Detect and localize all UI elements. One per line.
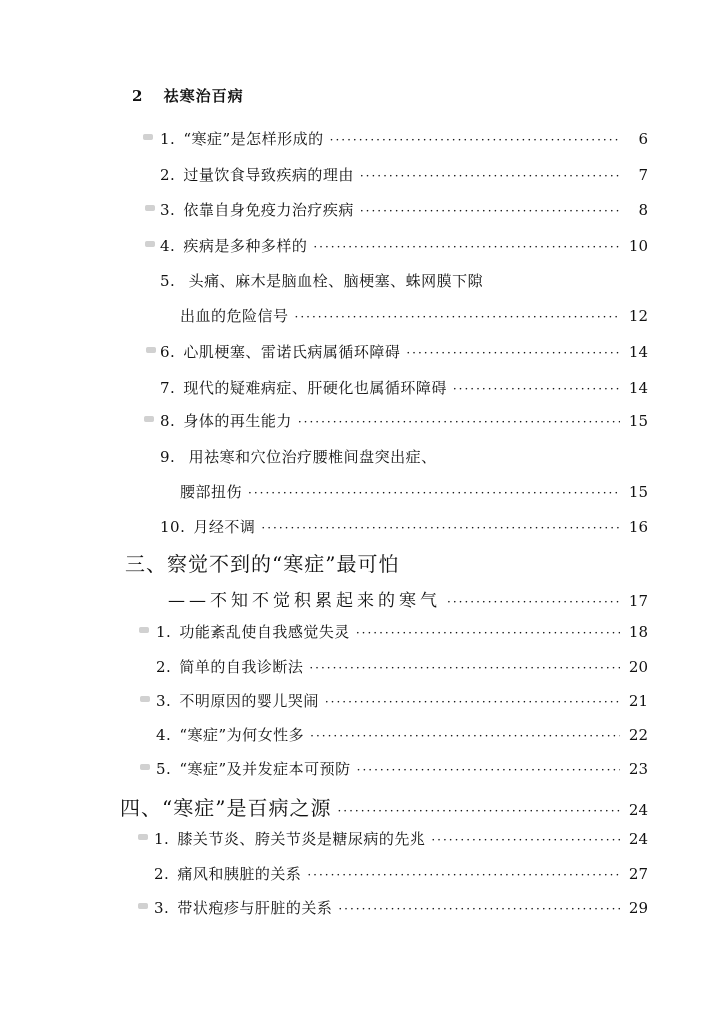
dot-leader: [356, 626, 620, 640]
entry-page: 16: [628, 518, 648, 536]
scan-mark: [140, 764, 150, 770]
entry-page: 10: [628, 237, 648, 255]
section-heading[interactable]: 三、察觉不到的“寒症”最可怕: [125, 552, 400, 576]
entry-title: 简单的自我诊断法: [179, 658, 304, 676]
entry-number: 2.: [154, 865, 170, 883]
entry-number: 5.: [156, 760, 172, 778]
entry-number: 10.: [160, 518, 186, 536]
entry-title: 头痛、麻木是脑血栓、脑梗塞、蛛网膜下隙: [188, 272, 484, 290]
entry-title: 用祛寒和穴位治疗腰椎间盘突出症、: [188, 448, 437, 466]
dot-leader: [453, 382, 620, 396]
toc-entry-continuation[interactable]: [180, 305, 648, 326]
entry-number: 9.: [160, 448, 176, 466]
entry-page: 12: [628, 307, 648, 325]
dot-leader: [330, 133, 620, 147]
toc-entry[interactable]: [160, 199, 648, 220]
dot-leader: [357, 763, 620, 777]
entry-number: 8.: [160, 412, 176, 430]
subtitle-text: ——不知不觉积累起来的寒气: [168, 591, 441, 611]
entry-page: 14: [628, 379, 648, 397]
entry-title: 身体的再生能力: [183, 412, 292, 430]
entry-number: 3.: [156, 692, 172, 710]
dot-leader: [447, 595, 620, 609]
scan-mark: [145, 241, 155, 247]
entry-number: 4.: [160, 237, 176, 255]
page-number: 2: [132, 87, 144, 105]
entry-number: 1.: [156, 623, 172, 641]
entry-number: 4.: [156, 726, 172, 744]
entry-page: 15: [628, 412, 648, 430]
entry-number: 2.: [160, 166, 176, 184]
entry-page: 15: [628, 483, 648, 501]
dot-leader: [310, 729, 620, 743]
scan-mark: [138, 834, 148, 840]
section-heading[interactable]: [120, 792, 648, 821]
scan-mark: [139, 627, 149, 633]
page-header: [132, 85, 244, 106]
entry-number: 5.: [160, 272, 176, 290]
dot-leader: [338, 902, 620, 916]
entry-number: 3.: [154, 899, 170, 917]
entry-title: 功能紊乱使自我感觉失灵: [179, 623, 350, 641]
dot-leader: [337, 804, 620, 818]
toc-entry[interactable]: [160, 516, 648, 537]
section-title: 四、“寒症”是百病之源: [120, 796, 332, 820]
entry-page: 21: [628, 692, 648, 710]
scan-mark: [145, 205, 155, 211]
toc-entry[interactable]: [154, 897, 648, 918]
dot-leader: [261, 521, 620, 535]
entry-number: 1.: [160, 130, 176, 148]
toc-entry[interactable]: [160, 341, 648, 362]
entry-page: 23: [628, 760, 648, 778]
entry-title-continued: 出血的危险信号: [180, 307, 289, 325]
entry-number: 7.: [160, 379, 176, 397]
entry-title: 月经不调: [193, 518, 256, 536]
toc-entry[interactable]: [160, 377, 648, 398]
toc-entry[interactable]: [154, 828, 648, 849]
entry-title: 痛风和胰脏的关系: [177, 865, 302, 883]
entry-page: 29: [628, 899, 648, 917]
entry-page: 6: [638, 130, 648, 148]
scan-mark: [146, 347, 156, 353]
entry-title: 膝关节炎、胯关节炎是糖尿病的先兆: [177, 830, 426, 848]
entry-title: 疾病是多种多样的: [183, 237, 308, 255]
toc-entry-first-line[interactable]: [160, 270, 483, 291]
dot-leader: [307, 868, 620, 882]
entry-page: 18: [628, 623, 648, 641]
entry-title-continued: 腰部扭伤: [180, 483, 243, 501]
entry-page: 24: [628, 830, 648, 848]
entry-title: “寒症”为何女性多: [179, 726, 305, 744]
dot-leader: [309, 661, 620, 675]
entry-title: 过量饮食导致疾病的理由: [183, 166, 354, 184]
entry-page: 7: [638, 166, 648, 184]
entry-title: 心肌梗塞、雷诺氏病属循环障碍: [183, 343, 401, 361]
section-subtitle[interactable]: [168, 586, 648, 611]
dot-leader: [360, 169, 620, 183]
dot-leader: [295, 310, 620, 324]
scan-mark: [140, 696, 150, 702]
toc-entry[interactable]: [160, 235, 648, 256]
running-title: 祛寒治百病: [163, 87, 244, 105]
entry-title: “寒症”是怎样形成的: [183, 130, 324, 148]
toc-entry[interactable]: [154, 863, 648, 884]
toc-entry[interactable]: [156, 656, 648, 677]
scan-mark: [143, 134, 153, 140]
entry-page: 14: [628, 343, 648, 361]
entry-title: “寒症”及并发症本可预防: [179, 760, 351, 778]
entry-number: 6.: [160, 343, 176, 361]
toc-entry-first-line[interactable]: [160, 446, 437, 467]
dot-leader: [248, 486, 620, 500]
entry-number: 2.: [156, 658, 172, 676]
toc-entry-continuation[interactable]: [180, 481, 648, 502]
toc-entry[interactable]: [160, 128, 648, 149]
entry-title: 不明原因的婴儿哭闹: [179, 692, 319, 710]
entry-page: 24: [628, 801, 648, 819]
entry-page: 20: [628, 658, 648, 676]
entry-number: 3.: [160, 201, 176, 219]
dot-leader: [360, 204, 620, 218]
toc-entry[interactable]: [156, 621, 648, 642]
entry-title: 依靠自身免疫力治疗疾病: [183, 201, 354, 219]
toc-entry[interactable]: [156, 690, 648, 711]
entry-page: 27: [628, 865, 648, 883]
entry-page: 8: [638, 201, 648, 219]
entry-page: 22: [628, 726, 648, 744]
entry-title: 现代的疑难病症、肝硬化也属循环障碍: [183, 379, 447, 397]
entry-title: 带状疱疹与肝脏的关系: [177, 899, 333, 917]
scan-mark: [144, 416, 154, 422]
toc-entry[interactable]: [160, 410, 648, 431]
toc-entry[interactable]: [156, 758, 648, 779]
scan-mark: [138, 903, 148, 909]
toc-entry[interactable]: [156, 724, 648, 745]
dot-leader: [406, 346, 620, 360]
entry-page: 17: [628, 592, 648, 610]
toc-entry[interactable]: [160, 164, 648, 185]
dot-leader: [431, 833, 620, 847]
dot-leader: [313, 240, 620, 254]
dot-leader: [298, 415, 620, 429]
dot-leader: [325, 695, 620, 709]
entry-number: 1.: [154, 830, 170, 848]
